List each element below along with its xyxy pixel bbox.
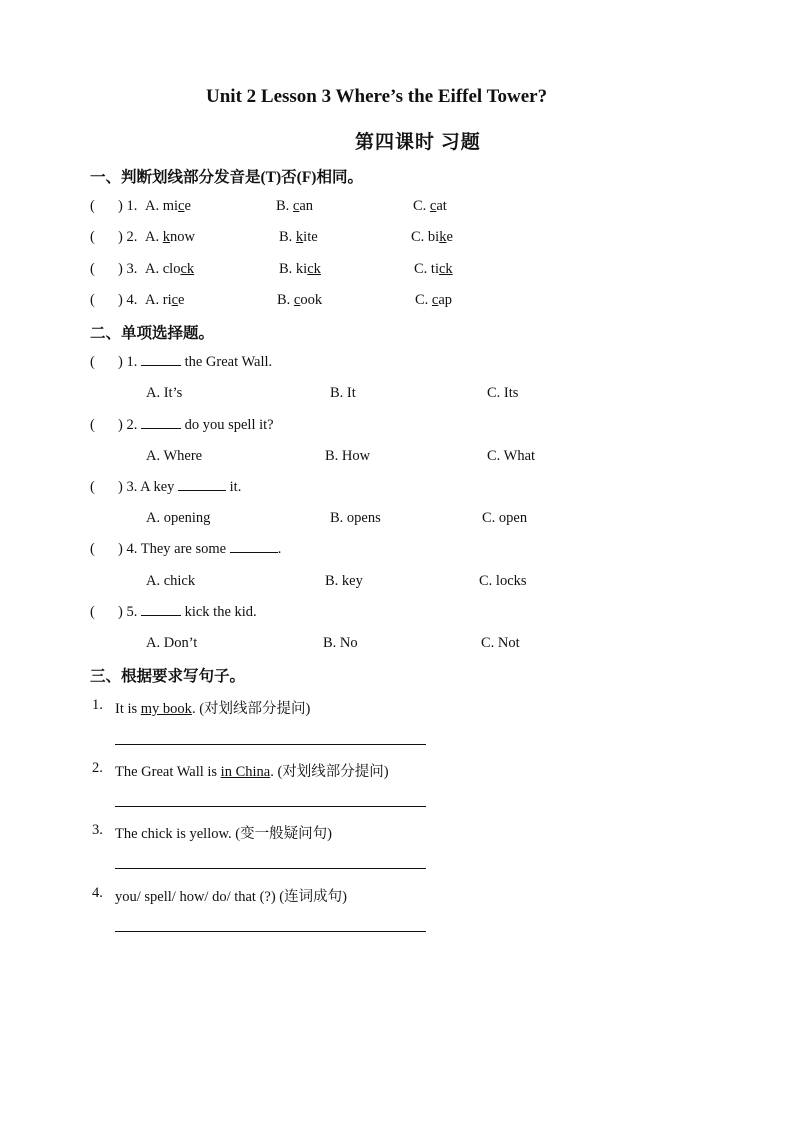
page-title: Unit 2 Lesson 3 Where’s the Eiffel Tower? — [206, 86, 548, 107]
answer-blank — [141, 427, 181, 429]
option-c: C. cap — [415, 292, 453, 308]
option-b: B. key — [325, 573, 363, 589]
question-text: It is my book. (对划线部分提问) — [115, 701, 311, 717]
section2-heading: 二、单项选择题。 — [90, 325, 215, 342]
answer-paren-open: ( — [90, 479, 95, 495]
answer-line[interactable] — [115, 806, 426, 807]
question-number: ) 2. — [118, 229, 138, 245]
question-number: ) 1. — [118, 198, 138, 214]
option-a: A. opening — [146, 510, 211, 526]
question-stem: ) 4. They are some . — [118, 541, 282, 557]
answer-line[interactable] — [115, 931, 426, 932]
option-c: C. What — [487, 448, 536, 464]
page-subtitle: 第四课时 习题 — [355, 132, 481, 153]
option-c: C. Its — [487, 385, 519, 401]
answer-blank — [230, 551, 278, 553]
question-text: The chick is yellow. (变一般疑问句) — [115, 826, 332, 842]
answer-paren-open: ( — [90, 292, 95, 308]
option-c: C. tick — [414, 261, 453, 277]
answer-blank — [141, 364, 181, 366]
option-b: B. cook — [277, 292, 323, 308]
answer-line[interactable] — [115, 744, 426, 745]
question-number: 4. — [92, 885, 103, 901]
section1-heading: 一、判断划线部分发音是(T)否(F)相同。 — [90, 169, 363, 186]
option-b: B. How — [325, 448, 371, 464]
answer-paren-open: ( — [90, 261, 95, 277]
question-stem: ) 5. kick the kid. — [118, 604, 257, 620]
answer-paren-open: ( — [90, 229, 95, 245]
question-number: ) 4. — [118, 292, 138, 308]
option-a: A. Don’t — [146, 635, 198, 651]
option-a: A. Where — [146, 448, 203, 464]
answer-line[interactable] — [115, 868, 426, 869]
option-c: C. Not — [481, 635, 520, 651]
option-b: B. kick — [279, 261, 321, 277]
option-a: A. It’s — [146, 385, 183, 401]
option-b: B. can — [276, 198, 314, 214]
question-number: ) 3. — [118, 261, 138, 277]
section3-heading: 三、根据要求写句子。 — [90, 668, 246, 685]
question-text: you/ spell/ how/ do/ that (?) (连词成句) — [115, 889, 347, 905]
question-stem: ) 3. A key it. — [118, 479, 242, 495]
answer-paren-open: ( — [90, 541, 95, 557]
option-a: A. clock — [145, 261, 195, 277]
option-c: C. locks — [479, 573, 527, 589]
answer-paren-open: ( — [90, 198, 95, 214]
option-b: B. No — [323, 635, 358, 651]
question-number: 1. — [92, 697, 103, 713]
answer-paren-open: ( — [90, 354, 95, 370]
question-text: The Great Wall is in China. (对划线部分提问) — [115, 764, 389, 780]
option-c: C. cat — [413, 198, 447, 214]
answer-paren-open: ( — [90, 417, 95, 433]
option-a: A. mice — [145, 198, 191, 214]
option-c: C. bike — [411, 229, 453, 245]
answer-blank — [141, 614, 181, 616]
question-number: 3. — [92, 822, 103, 838]
option-c: C. open — [482, 510, 528, 526]
question-stem: ) 2. do you spell it? — [118, 417, 274, 433]
option-b: B. opens — [330, 510, 381, 526]
option-b: B. It — [330, 385, 356, 401]
answer-paren-open: ( — [90, 604, 95, 620]
question-number: 2. — [92, 760, 103, 776]
option-a: A. rice — [145, 292, 185, 308]
option-a: A. chick — [146, 573, 196, 589]
option-a: A. know — [145, 229, 195, 245]
question-stem: ) 1. the Great Wall. — [118, 354, 273, 370]
answer-blank — [178, 489, 226, 491]
option-b: B. kite — [279, 229, 318, 245]
